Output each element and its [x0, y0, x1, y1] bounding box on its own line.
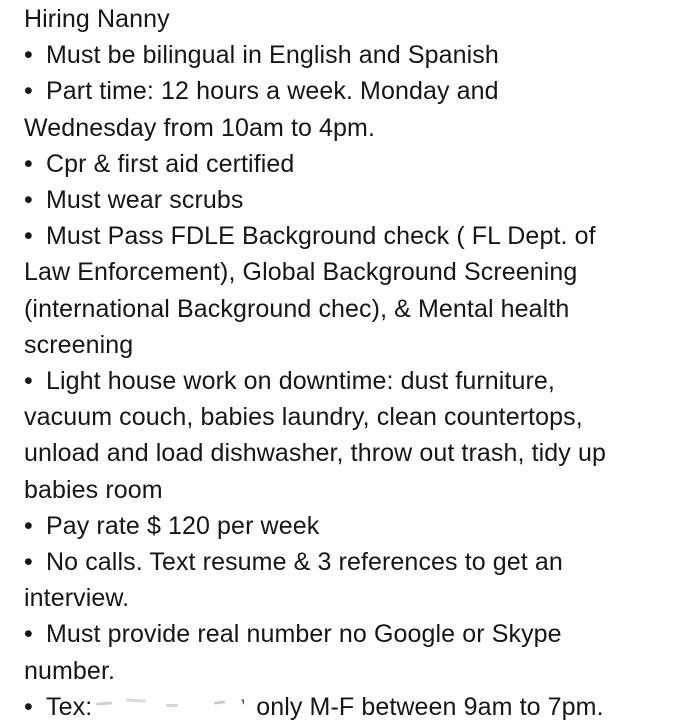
- post-line-text: screening: [24, 330, 134, 359]
- post-line-text: (international Background chec), & Mental health: [24, 294, 570, 323]
- post-line-text: No calls. Text resume & 3 references to get an: [46, 548, 563, 577]
- bullet-marker: •: [24, 367, 33, 396]
- redaction-smudge: [126, 698, 146, 702]
- post-line-text: vacuum couch, babies laundry, clean countertops,: [24, 403, 583, 432]
- post-line: [24, 653, 700, 689]
- post-line: [24, 291, 700, 327]
- post-line-text: interview.: [24, 584, 130, 613]
- post-line-text: Must be bilingual in English and Spanish: [46, 41, 499, 70]
- post-line-text: Law Enforcement), Global Background Screening: [24, 258, 578, 287]
- bullet-marker: •: [24, 511, 33, 540]
- post-line-text: Wednesday from 10am to 4pm.: [24, 113, 376, 142]
- post-line: [24, 399, 700, 435]
- post-line: [24, 363, 700, 399]
- bullet-marker: •: [24, 41, 33, 70]
- post-line: [24, 182, 700, 218]
- post-line-text: Must wear scrubs: [46, 186, 244, 215]
- redaction-smudge: [214, 700, 225, 705]
- redaction-smudge: [166, 704, 178, 707]
- post-line-text: Cpr & first aid certified: [46, 149, 295, 178]
- post-line-redacted: [24, 689, 700, 726]
- bullet-marker: •: [24, 692, 33, 721]
- redaction-smudge: [96, 701, 112, 705]
- bullet-marker: •: [24, 548, 33, 577]
- bullet-marker: •: [24, 186, 33, 215]
- post-line-text: Tex:: [46, 692, 93, 721]
- post-line-text: number.: [24, 656, 116, 685]
- post-line: [24, 37, 700, 73]
- post-line-text: Must provide real number no Google or Skype: [46, 620, 562, 649]
- post-line: [24, 218, 700, 254]
- post-line: [24, 1, 700, 37]
- post-line: [24, 472, 700, 508]
- post-line-text: Hiring Nanny: [24, 5, 170, 33]
- bullet-marker: •: [24, 620, 33, 649]
- post-line-text: only M-F between 9am to 7pm.: [256, 692, 604, 721]
- post-line-text: Must Pass FDLE Background check ( FL Dept. of: [46, 222, 596, 251]
- bullet-marker: •: [24, 149, 33, 178]
- bullet-marker: •: [24, 77, 33, 106]
- post-line: [24, 508, 700, 544]
- post-line-text: Pay rate $ 120 per week: [46, 511, 320, 540]
- post-line: [24, 544, 700, 580]
- post-line: [24, 616, 700, 652]
- post-line: [24, 327, 700, 363]
- post-line-text: Light house work on downtime: dust furniture,: [46, 367, 555, 396]
- post-line: [24, 146, 700, 182]
- post-line: [24, 580, 700, 616]
- redacted-phone-number: [92, 697, 242, 717]
- post-line-text: Part time: 12 hours a week. Monday and: [46, 77, 499, 106]
- post-line: [24, 254, 700, 290]
- redaction-remnant-mark: ʼ: [239, 694, 250, 721]
- bullet-marker: •: [24, 222, 33, 251]
- post-line: [24, 435, 700, 471]
- post-line: [24, 110, 700, 146]
- post-line-text: unload and load dishwasher, throw out trash, tidy up: [24, 439, 606, 468]
- post-line: [24, 73, 700, 109]
- post-line-text: babies room: [24, 475, 163, 504]
